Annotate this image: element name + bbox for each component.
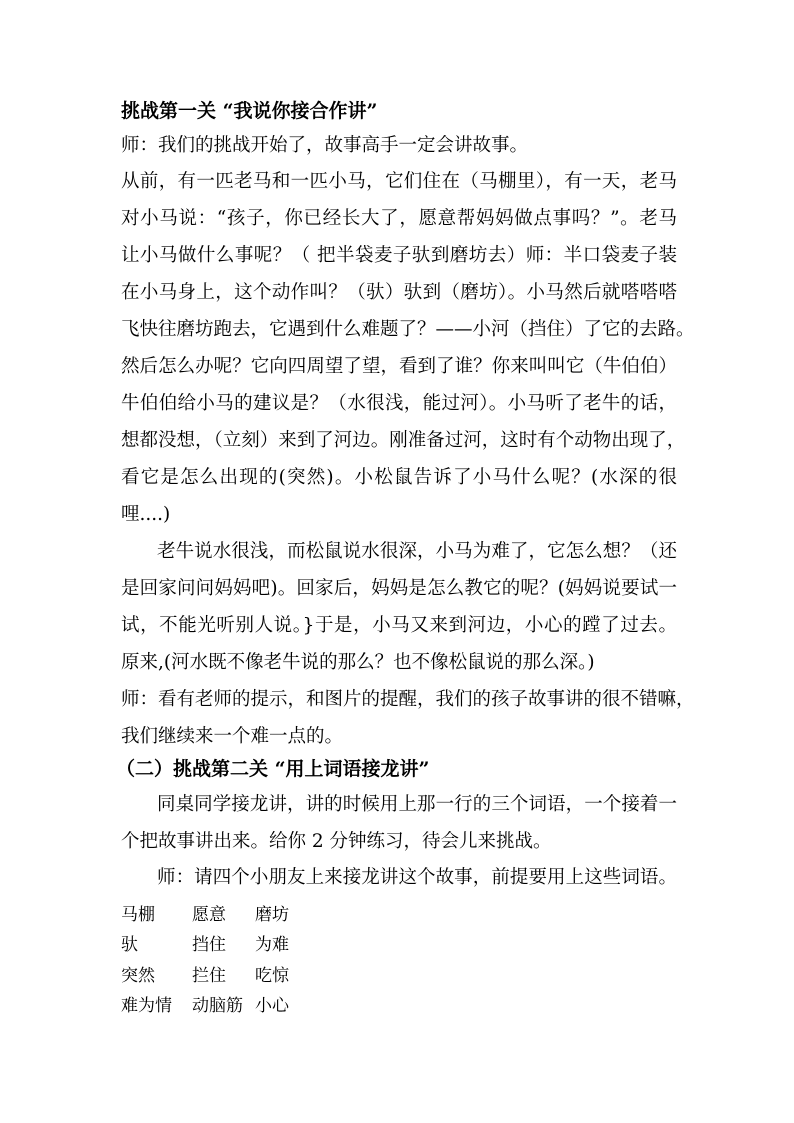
instruction-line: 个把故事讲出来。给你 2 分钟练习，待会儿来挑战。 — [121, 831, 552, 852]
word: 马棚 — [121, 905, 155, 925]
teacher-comment-line: 师：看有老师的提示，和图片的提醒，我们的孩子故事讲的很不错嘛， — [121, 689, 695, 710]
story-line: 试，不能光听别人说。}于是，小马又来到河边，小心的蹚了过去。 — [121, 615, 677, 636]
word: 难为情 — [121, 996, 172, 1016]
instruction-line: 同桌同学接龙讲，讲的时候用上那一行的三个词语，一个接着一 — [157, 794, 677, 815]
word: 拦住 — [192, 966, 226, 986]
story-line: 原来,(河水既不像老牛说的那么？也不像松鼠说的那么深。) — [121, 652, 595, 673]
story-line: 牛伯伯给小马的建议是？（水很浅，能过河）。小马听了老牛的话， — [121, 393, 677, 414]
story-line: 老牛说水很浅，而松鼠说水很深，小马为难了，它怎么想？（还 — [157, 541, 677, 562]
word: 挡住 — [192, 935, 226, 955]
word: 小心 — [255, 996, 289, 1016]
story-line: 对小马说：“孩子，你已经长大了，愿意帮妈妈做点事吗？”。老马 — [121, 208, 677, 229]
story-line: 从前，有一匹老马和一匹小马，它们住在（马棚里），有一天，老马 — [121, 171, 677, 192]
word: 为难 — [255, 935, 289, 955]
word: 磨坊 — [255, 905, 289, 925]
heading-challenge-2: （二）挑战第二关 “用上词语接龙讲” — [116, 758, 430, 780]
story-line: 哩....) — [121, 504, 171, 525]
word: 愿意 — [192, 905, 226, 925]
story-line: 飞快往磨坊跑去，它遇到什么难题了？——小河（挡住）了它的去路。 — [121, 319, 695, 340]
word: 动脑筋 — [192, 996, 243, 1016]
story-line: 让小马做什么事呢？（ 把半袋麦子驮到磨坊去）师：半口袋麦子装 — [121, 245, 677, 266]
story-line: 然后怎么办呢？它向四周望了望，看到了谁？你来叫叫它（牛伯伯） — [121, 356, 677, 377]
teacher-comment-line: 我们继续来一个难一点的。 — [121, 726, 344, 747]
word: 驮 — [121, 935, 138, 955]
teacher-intro-line: 师：我们的挑战开始了，故事高手一定会讲故事。 — [121, 135, 529, 156]
heading-challenge-1: 挑战第一关 “我说你接合作讲” — [121, 100, 378, 122]
story-line: 是回家问问妈妈吧)。回家后，妈妈是怎么教它的呢？(妈妈说要试一 — [121, 578, 677, 599]
word: 突然 — [121, 966, 155, 986]
story-line: 看它是怎么出现的(突然)。小松鼠告诉了小马什么呢？(水深的很 — [121, 467, 677, 488]
teacher-request-line: 师：请四个小朋友上来接龙讲这个故事，前提要用上这些词语。 — [157, 867, 677, 888]
story-line: 在小马身上，这个动作叫？（驮）驮到（磨坊）。小马然后就嗒嗒嗒 — [121, 282, 677, 303]
word: 吃惊 — [255, 966, 289, 986]
story-line: 想都没想，（立刻）来到了河边。刚准备过河，这时有个动物出现了， — [121, 430, 686, 451]
